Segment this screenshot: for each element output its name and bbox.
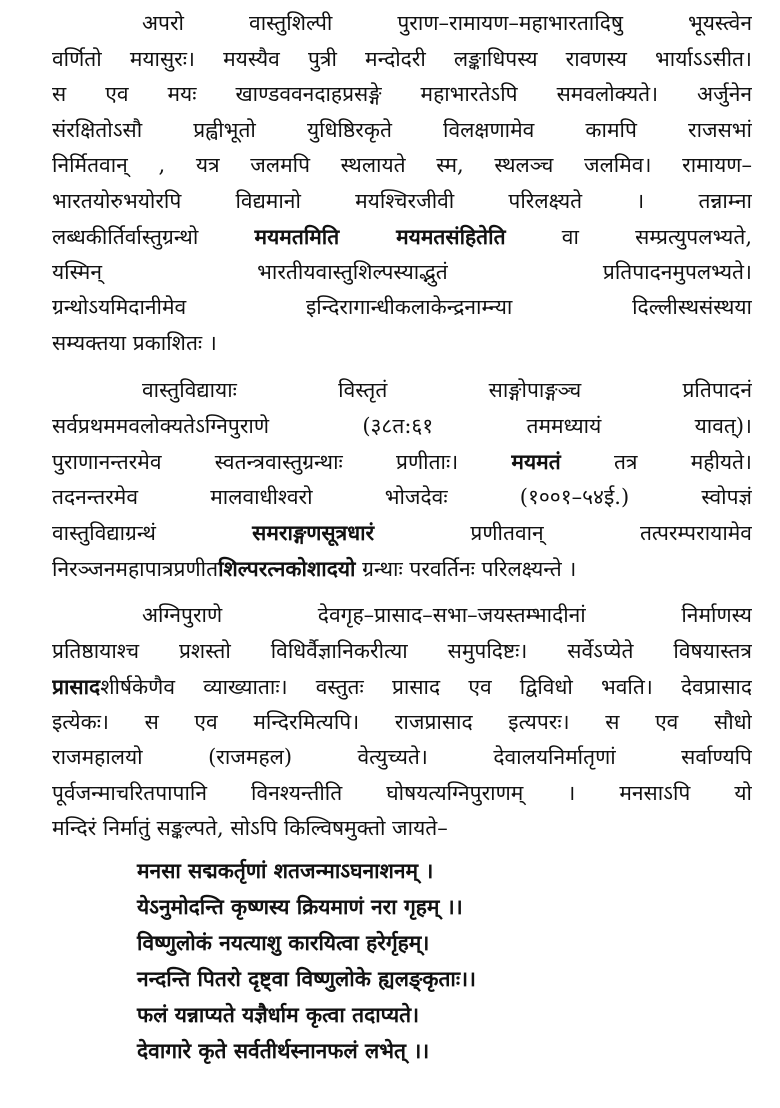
text-line xyxy=(52,148,752,184)
verse-line: येऽनुमोदन्ति कृष्णस्य क्रियमाणं नरा गृहम् ।। xyxy=(137,893,463,919)
text-segment: भारतयोरुभयोरपि विद्यमानो मयश्चिरजीवी परिलक्ष्यते । तन्नाम्ना xyxy=(52,188,752,213)
text-line xyxy=(52,113,752,149)
text-line xyxy=(52,515,752,551)
text-line xyxy=(52,551,752,587)
verse-line: देवागारे कृते सर्वतीर्थस्नानफलं लभेत् ।। xyxy=(137,1037,430,1063)
text-segment: राजमहालयो (राजमहल) वेत्युच्यते। देवालयनिर्मातृणां सर्वाण्यपि xyxy=(52,745,752,769)
text-line xyxy=(52,6,752,42)
verse-line: मनसा सद्मकर्तृणां शतजन्माऽघनाशनम् । xyxy=(137,857,434,883)
text-line xyxy=(52,373,752,409)
verse-block xyxy=(52,853,752,1069)
text-segment: शीर्षकेणैव व्याख्याताः। वस्तुतः प्रासाद एव द्विविधो भवति। देवप्रासाद xyxy=(100,675,752,699)
bold-title: मयमतं xyxy=(511,449,561,474)
text-line xyxy=(52,444,752,480)
text-line xyxy=(52,740,752,776)
text-segment: सर्वप्रथममवलोक्यतेऽग्निपुराणे (३८त:६१ तममध्यायं यावत्)। xyxy=(52,413,752,438)
text-segment: ग्रन्थोऽयमिदानीमेव इन्दिरागान्धीकलाकेन्द्रनाम्न्या दिल्लीस्थसंस्थया xyxy=(52,295,752,319)
text-line xyxy=(52,634,752,670)
text-segment: इत्येकः। स एव मन्दिरमित्यपि। राजप्रासाद इत्यपरः। स एव सौधो xyxy=(52,709,752,734)
document-page xyxy=(52,6,752,1069)
text-line xyxy=(52,811,752,847)
bold-title: मयमतमिति मयमतसंहितेति xyxy=(254,224,506,249)
text-segment: लब्धकीर्तिर्वास्तुग्रन्थो xyxy=(52,225,255,249)
text-segment: तत्र महीयते। xyxy=(560,450,752,474)
paragraph-gap xyxy=(52,586,752,598)
text-line xyxy=(52,42,752,78)
text-segment: स एव मयः खाण्डववनदाहप्रसङ्गे महाभारतेऽपि समवलोक्यते। अर्जुनेन xyxy=(52,82,752,106)
text-segment: वा सम्प्रत्युपलभ्यते, xyxy=(505,225,752,249)
text-line xyxy=(52,776,752,812)
bold-title: प्रासाद xyxy=(52,674,101,699)
text-line xyxy=(52,184,752,220)
paragraph-gap xyxy=(52,361,752,373)
text-line xyxy=(52,598,752,634)
text-segment: निर्मितवान् , यत्र जलमपि स्थलायते स्म, स्थलञ्च जलमिव। रामायण– xyxy=(52,153,752,177)
text-segment: यस्मिन् भारतीयवास्तुशिल्पस्याद्भुतं प्रतिपादनमुपलभ्यते। xyxy=(52,259,752,284)
text-line xyxy=(52,705,752,741)
text-line xyxy=(52,290,752,326)
text-line xyxy=(52,255,752,291)
body-text xyxy=(52,6,752,847)
text-segment: संरक्षितोऽसौ प्रह्वीभूतो युधिष्ठिरकृते विलक्षणामेव कामपि राजसभां xyxy=(52,117,752,142)
bold-title: समराङ्गणसूत्रधारं xyxy=(252,520,375,545)
text-segment: वर्णितो मयासुरः। मयस्यैव पुत्री मन्दोदरी लङ्काधिपस्य रावणस्य भार्याऽऽसीत। xyxy=(52,46,752,71)
text-line xyxy=(52,669,752,705)
text-line xyxy=(52,219,752,255)
paragraph xyxy=(52,598,752,847)
text-segment: ग्रन्थाः परवर्तिनः परिलक्ष्यन्ते । xyxy=(355,556,577,581)
text-line xyxy=(52,480,752,516)
paragraph xyxy=(52,6,752,361)
text-segment: पूर्वजन्माचरितपापानि विनश्यन्तीति घोषयत्यग्निपुराणम् । मनसाऽपि यो xyxy=(52,780,752,805)
verse-line: नन्दन्ति पितरो दृष्ट्वा विष्णुलोके ह्यलङ्कृताः।। xyxy=(137,965,477,991)
text-line xyxy=(52,409,752,445)
verse-line: विष्णुलोकं नयत्याशु कारयित्वा हरेर्गृहम्। xyxy=(137,929,430,955)
bold-title: शिल्परत्नकोशादयो xyxy=(218,555,356,581)
text-segment: सम्यक्तया प्रकाशितः । xyxy=(52,330,217,355)
text-segment: अपरो वास्तुशिल्पी पुराण–रामायण–महाभारतादिषु भूयस्त्वेन xyxy=(142,11,752,35)
text-segment: प्रणीतवान् तत्परम्परायामेव xyxy=(374,521,752,545)
text-segment: वास्तुविद्यायाः विस्तृतं साङ्गोपाङ्गञ्च प्रतिपादनं xyxy=(142,378,752,402)
text-segment: वास्तुविद्याग्रन्थं xyxy=(52,521,253,545)
text-line xyxy=(52,326,752,362)
text-segment: मन्दिरं निर्मातुं सङ्कल्पते, सोऽपि किल्विषमुक्तो जायते– xyxy=(52,816,448,840)
text-segment: तदनन्तरमेव मालवाधीश्वरो भोजदेवः (१००१–५४ई.) स्वोपज्ञं xyxy=(52,484,752,509)
text-segment: प्रतिष्ठायाश्च प्रशस्तो विधिर्वैज्ञानिकरीत्या समुपदिष्टः। सर्वेऽप्येते विषयास्तत्र xyxy=(52,638,752,663)
verse-line: फलं यन्नाप्यते यज्ञैर्धाम कृत्वा तदाप्यते। xyxy=(137,1001,420,1027)
text-segment: निरञ्जनमहापात्रप्रणीत xyxy=(52,556,219,581)
text-segment: अग्निपुराणे देवगृह–प्रासाद–सभा–जयस्तम्भादीनां निर्माणस्य xyxy=(142,603,752,627)
paragraph xyxy=(52,373,752,586)
text-segment: पुराणानन्तरमेव स्वतन्त्रवास्तुग्रन्थाः प्रणीताः। xyxy=(52,450,512,474)
text-line xyxy=(52,77,752,113)
